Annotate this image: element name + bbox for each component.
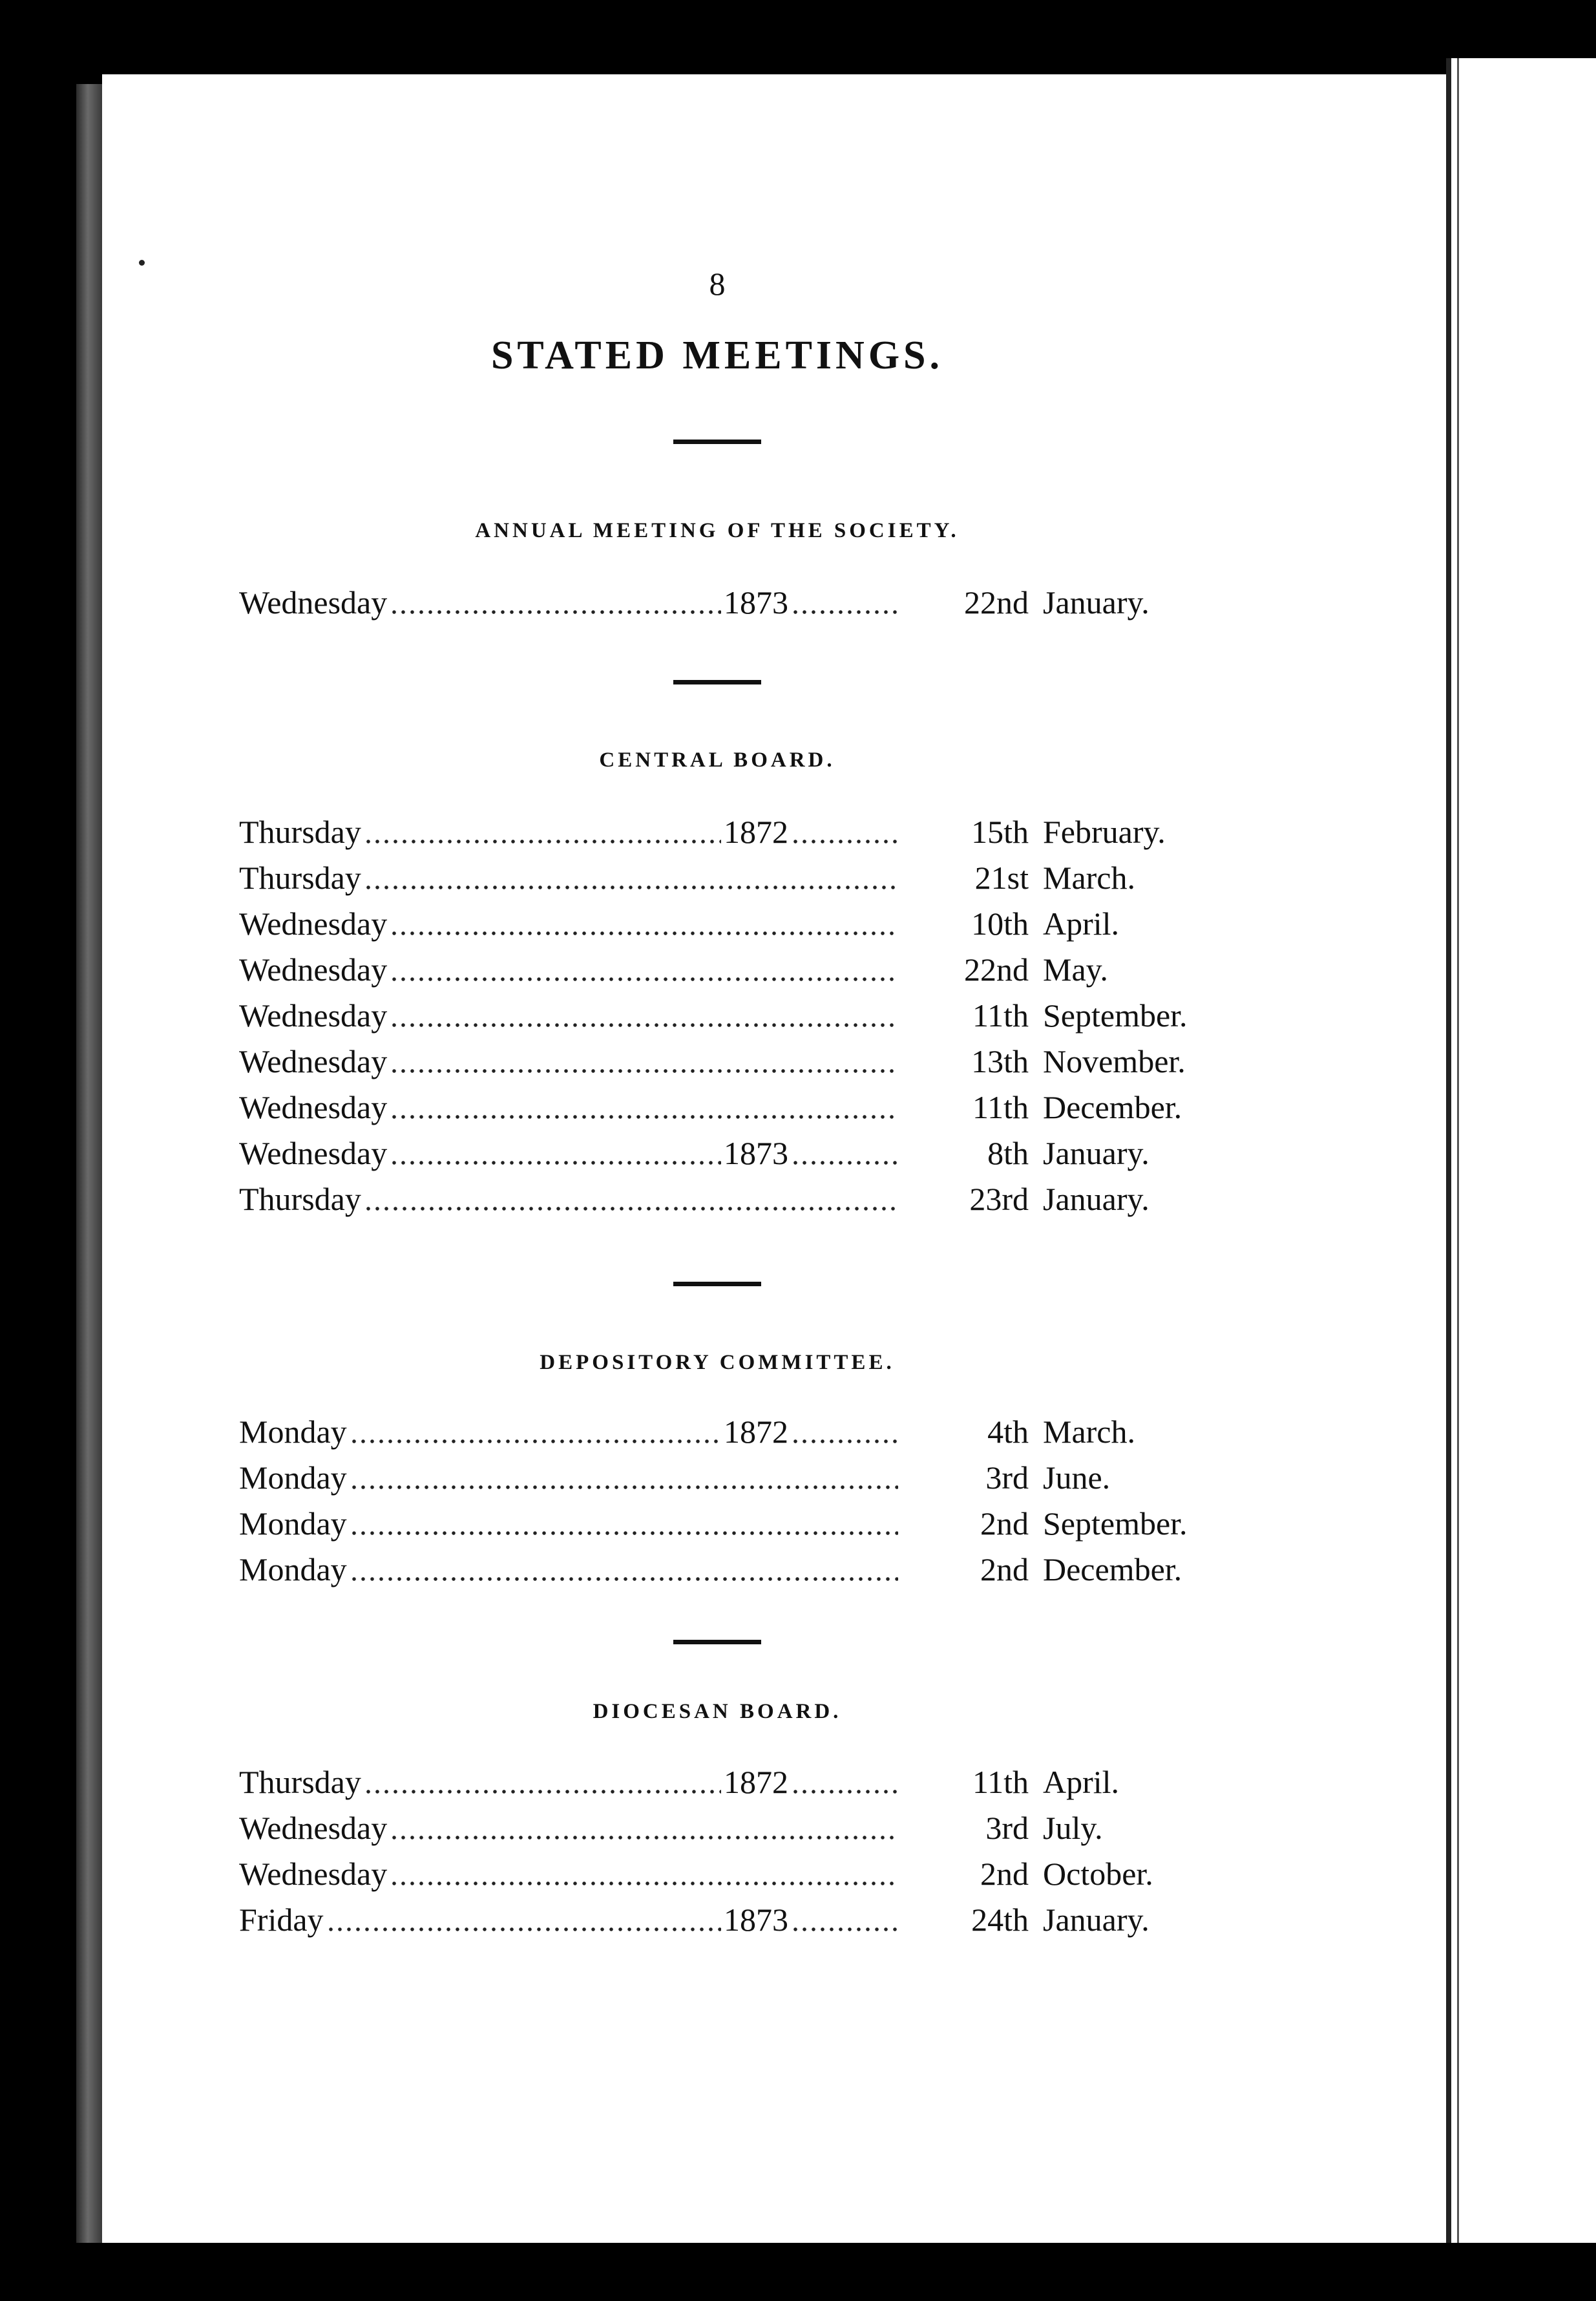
meeting-ordinal: 15th — [971, 814, 1029, 850]
meeting-date — [937, 1549, 1182, 1590]
meeting-date — [937, 1457, 1110, 1498]
meeting-row — [239, 1549, 1221, 1590]
meeting-date — [937, 1807, 1103, 1849]
meeting-day: Monday — [239, 1551, 347, 1587]
meeting-day: Wednesday — [239, 1856, 388, 1892]
meeting-month: March. — [1043, 860, 1135, 896]
dot-leader — [390, 1069, 898, 1073]
meeting-date — [937, 857, 1135, 898]
section-rule — [673, 1640, 761, 1644]
meeting-date — [937, 1853, 1153, 1894]
facing-page-edge — [1446, 58, 1596, 2243]
meeting-row — [239, 1899, 1221, 1940]
meeting-month: March. — [1043, 1414, 1135, 1450]
dot-leader — [326, 1927, 721, 1931]
meeting-month: December. — [1043, 1551, 1182, 1587]
dot-leader — [350, 1531, 898, 1535]
meeting-row — [239, 1132, 1221, 1174]
meeting-ordinal: 10th — [971, 906, 1029, 942]
meeting-ordinal: 23rd — [969, 1181, 1029, 1217]
meeting-ordinal: 11th — [972, 1089, 1029, 1125]
meeting-month: April. — [1043, 906, 1120, 942]
meeting-month: May. — [1043, 951, 1108, 988]
meeting-ordinal: 21st — [974, 860, 1029, 896]
meeting-day: Wednesday — [239, 1135, 388, 1171]
meeting-date — [937, 1087, 1182, 1128]
dot-leader — [390, 931, 898, 935]
dot-leader — [364, 1207, 898, 1211]
meeting-ordinal: 2nd — [980, 1856, 1029, 1892]
dot-leader — [791, 1927, 898, 1931]
meeting-month: November. — [1043, 1043, 1186, 1079]
section-heading-central-board: CENTRAL BOARD. — [599, 748, 835, 772]
meeting-row — [239, 949, 1221, 990]
dot-leader — [791, 1439, 898, 1443]
meeting-ordinal: 3rd — [985, 1810, 1029, 1846]
meeting-row — [239, 1041, 1221, 1082]
page-title: STATED MEETINGS. — [490, 334, 944, 377]
meeting-month: February. — [1043, 814, 1166, 850]
meeting-day: Wednesday — [239, 1089, 388, 1125]
meeting-row — [239, 1853, 1221, 1894]
meeting-ordinal: 2nd — [980, 1505, 1029, 1542]
meeting-date — [937, 1899, 1150, 1940]
page-number: 8 — [709, 266, 726, 302]
meeting-month: July. — [1043, 1810, 1103, 1846]
dot-leader — [350, 1439, 721, 1443]
meeting-date — [937, 1761, 1119, 1803]
section-rule — [673, 440, 761, 444]
meeting-date — [937, 1503, 1188, 1544]
scan-border — [0, 2243, 1596, 2301]
meeting-date — [937, 1178, 1150, 1220]
meeting-month: September. — [1043, 1505, 1188, 1542]
meeting-day: Monday — [239, 1459, 347, 1496]
dot-leader — [791, 840, 898, 843]
meeting-month: January. — [1043, 584, 1150, 620]
meeting-row — [239, 1457, 1221, 1498]
meeting-ordinal: 13th — [971, 1043, 1029, 1079]
meeting-year: 1872 — [724, 814, 788, 850]
dot-leader — [350, 1577, 898, 1581]
meeting-date — [937, 1041, 1186, 1082]
meeting-row — [239, 1807, 1221, 1849]
meeting-month: June. — [1043, 1459, 1111, 1496]
meeting-month: January. — [1043, 1181, 1150, 1217]
section-heading-depository-committee: DEPOSITORY COMMITTEE. — [540, 1351, 895, 1374]
meeting-day: Wednesday — [239, 584, 388, 620]
meeting-day: Thursday — [239, 1764, 361, 1800]
dot-leader — [350, 1485, 898, 1489]
dot-leader — [364, 1790, 721, 1794]
meeting-row — [239, 995, 1221, 1036]
dot-leader — [364, 885, 898, 889]
meeting-row — [239, 1411, 1221, 1452]
meeting-ordinal: 8th — [987, 1135, 1029, 1171]
dot-leader — [791, 610, 898, 614]
meeting-day: Wednesday — [239, 1810, 388, 1846]
section-heading-annual-meeting: ANNUAL MEETING OF THE SOCIETY. — [475, 519, 960, 542]
section-rule — [673, 680, 761, 684]
meeting-month: September. — [1043, 997, 1188, 1034]
meeting-ordinal: 4th — [987, 1414, 1029, 1450]
meeting-ordinal: 24th — [971, 1902, 1029, 1938]
dot-leader — [791, 1790, 898, 1794]
meeting-year: 1872 — [724, 1764, 788, 1800]
meeting-day: Wednesday — [239, 1043, 388, 1079]
meeting-date — [937, 949, 1108, 990]
meeting-day: Monday — [239, 1414, 347, 1450]
meeting-ordinal: 11th — [972, 1764, 1029, 1800]
ink-speck — [139, 260, 145, 266]
page-fold — [1446, 58, 1451, 2243]
meeting-ordinal: 3rd — [985, 1459, 1029, 1496]
meeting-day: Wednesday — [239, 951, 388, 988]
meeting-year: 1873 — [724, 1135, 788, 1171]
dot-leader — [364, 840, 721, 843]
meeting-date — [937, 1132, 1150, 1174]
dot-leader — [390, 977, 898, 981]
meeting-date — [937, 1411, 1135, 1452]
meeting-ordinal: 2nd — [980, 1551, 1029, 1587]
dot-leader — [390, 1836, 898, 1840]
dot-leader — [390, 1161, 721, 1165]
meeting-ordinal: 11th — [972, 997, 1029, 1034]
meeting-row — [239, 811, 1221, 853]
meeting-row — [239, 1087, 1221, 1128]
meeting-row — [239, 903, 1221, 944]
meeting-row — [239, 1761, 1221, 1803]
meeting-row — [239, 1178, 1221, 1220]
meeting-day: Thursday — [239, 860, 361, 896]
dot-leader — [390, 1882, 898, 1885]
meeting-date — [937, 811, 1166, 853]
meeting-year: 1872 — [724, 1414, 788, 1450]
meeting-date — [937, 903, 1119, 944]
meeting-day: Wednesday — [239, 906, 388, 942]
section-rule — [673, 1282, 761, 1286]
meeting-row — [239, 582, 1221, 623]
meeting-month: October. — [1043, 1856, 1153, 1892]
dot-leader — [390, 1115, 898, 1119]
meeting-day: Thursday — [239, 814, 361, 850]
dot-leader — [390, 610, 721, 614]
meeting-day: Friday — [239, 1902, 324, 1938]
facing-page-line — [1457, 58, 1459, 2243]
meeting-day: Monday — [239, 1505, 347, 1542]
meeting-month: January. — [1043, 1902, 1150, 1938]
meeting-row — [239, 1503, 1221, 1544]
meeting-date — [937, 995, 1188, 1036]
meeting-month: January. — [1043, 1135, 1150, 1171]
dot-leader — [791, 1161, 898, 1165]
dot-leader — [390, 1023, 898, 1027]
meeting-ordinal: 22nd — [964, 584, 1029, 620]
book-spine — [76, 84, 102, 2243]
meeting-year: 1873 — [724, 1902, 788, 1938]
meeting-date — [937, 582, 1150, 623]
meeting-ordinal: 22nd — [964, 951, 1029, 988]
meeting-month: December. — [1043, 1089, 1182, 1125]
meeting-day: Thursday — [239, 1181, 361, 1217]
meeting-year: 1873 — [724, 584, 788, 620]
meeting-day: Wednesday — [239, 997, 388, 1034]
section-heading-diocesan-board: DIOCESAN BOARD. — [593, 1700, 842, 1723]
meeting-month: April. — [1043, 1764, 1120, 1800]
meeting-row — [239, 857, 1221, 898]
